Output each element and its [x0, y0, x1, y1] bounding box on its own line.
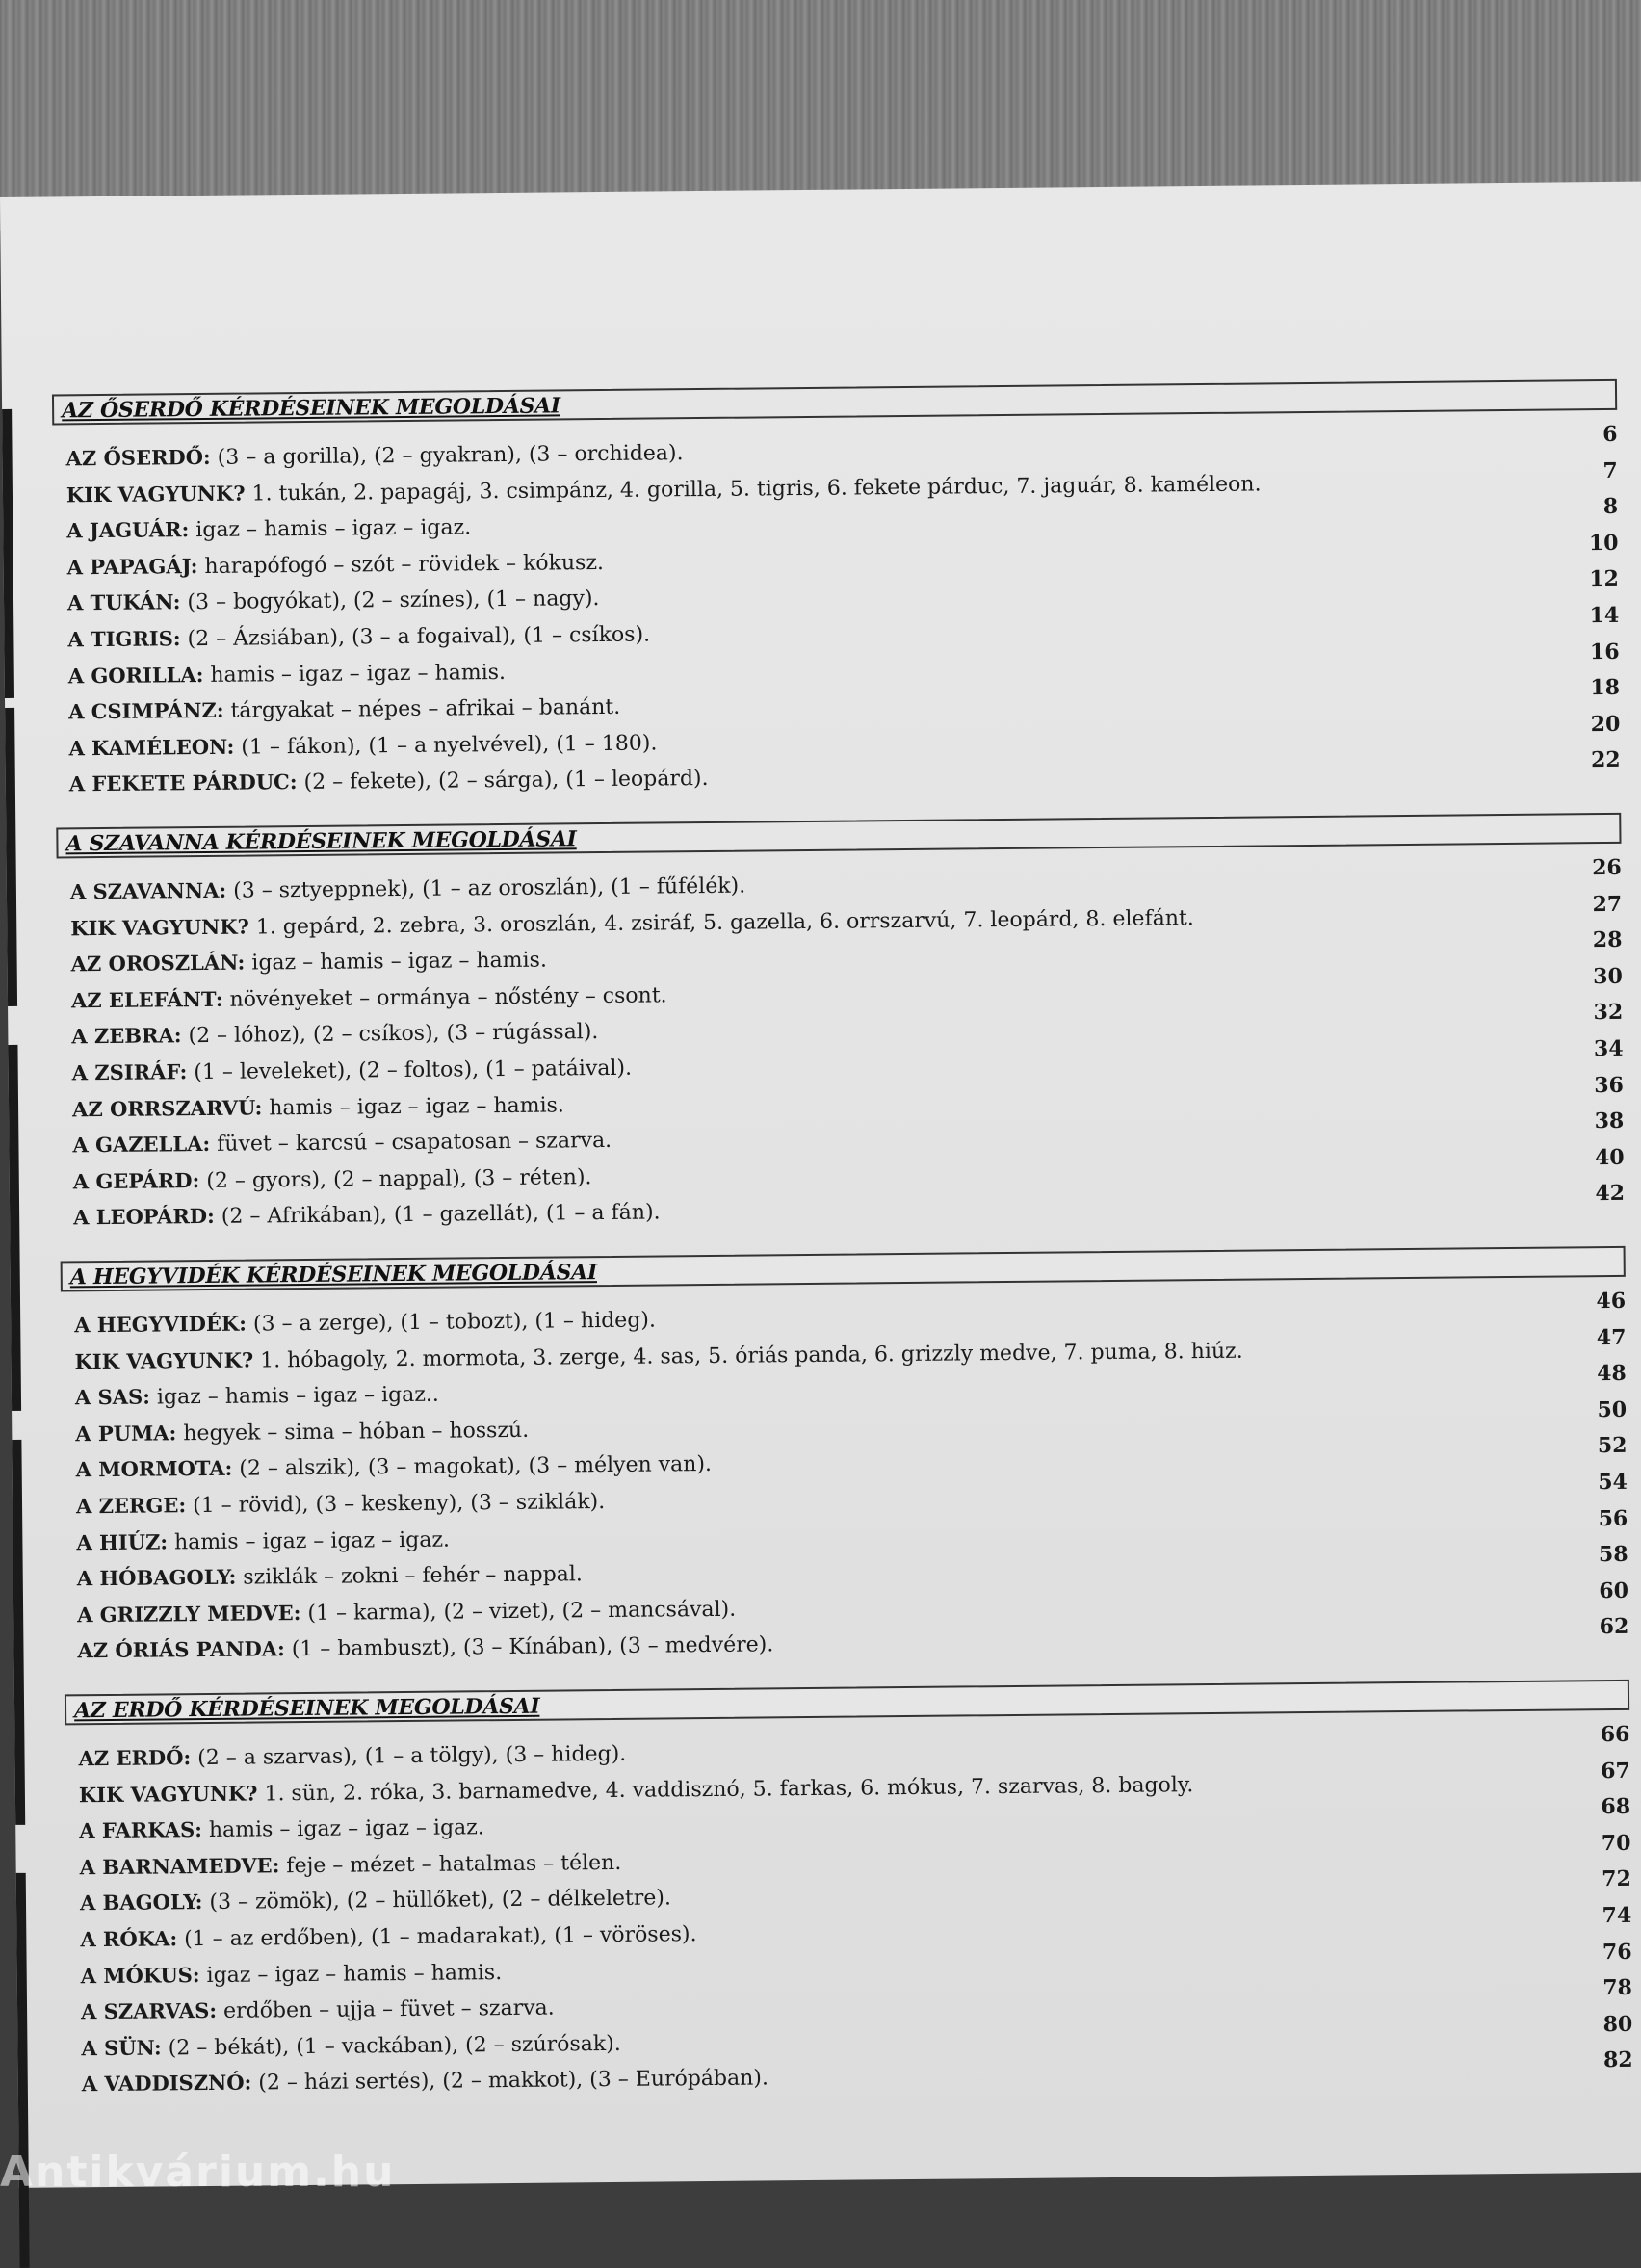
answer-text: (2 – házi sertés), (2 – makkot), (3 – Európában).: [251, 2066, 769, 2096]
answer-text: (2 – a szarvas), (1 – a tölgy), (3 – hideg).: [191, 1741, 627, 1771]
page-number: 46: [1596, 1288, 1627, 1315]
answer-text: (3 – bogyókat), (2 – színes), (1 – nagy).: [180, 587, 600, 615]
answer-label: A GORILLA:: [67, 662, 204, 688]
answer-text: (2 – gyors), (2 – nappal), (3 – réten).: [199, 1164, 592, 1193]
page-number: 40: [1594, 1144, 1625, 1170]
watermark: Antikvárium.hu: [0, 2148, 396, 2188]
answer-list: [52, 422, 1621, 799]
answer-text: feje – mézet – hatalmas – télen.: [279, 1850, 622, 1879]
answer-label: A MÓKUS:: [80, 1962, 200, 1988]
answer-label: A BARNAMEDVE:: [79, 1853, 280, 1880]
answer-label: A HEGYVIDÉK:: [74, 1311, 247, 1338]
answer-label: A BAGOLY:: [79, 1890, 203, 1916]
section-header: [61, 1246, 1626, 1292]
page-number: 6: [1602, 421, 1618, 448]
section-hegyvidek: [61, 1246, 1629, 1666]
answer-text: (2 – Afrikában), (1 – gazellát), (1 – a fán).: [214, 1200, 661, 1230]
section-header: [56, 813, 1621, 859]
answer-label: AZ ÓRIÁS PANDA:: [77, 1636, 285, 1663]
page-number: 8: [1602, 494, 1619, 520]
page-number: 68: [1601, 1794, 1631, 1820]
answer-label: A SAS:: [74, 1384, 151, 1410]
page-number: 78: [1602, 1974, 1633, 2001]
answer-label: A CSIMPÁNZ:: [68, 697, 224, 724]
page-number: 60: [1599, 1577, 1629, 1603]
answer-label: AZ ELEFÁNT:: [70, 986, 223, 1013]
answer-text: (3 – a gorilla), (2 – gyakran), (3 – orchidea).: [210, 441, 684, 470]
answer-list: [61, 1289, 1629, 1666]
page-number: 16: [1589, 639, 1620, 665]
answer-label: A HIÚZ:: [76, 1528, 169, 1554]
page-edge: [16, 1873, 30, 2268]
answer-text: (1 – karma), (2 – vizet), (2 – mancsával).: [300, 1597, 737, 1626]
answer-text: sziklák – zokni – fehér – nappal.: [236, 1562, 583, 1590]
page-number: 72: [1602, 1866, 1631, 1892]
answer-label: AZ ERDŐ:: [78, 1745, 192, 1771]
answer-label: A FARKAS:: [79, 1817, 203, 1843]
page-number: 80: [1602, 2011, 1633, 2037]
page-number: 74: [1602, 1902, 1632, 1929]
answer-label: KIK VAGYUNK?: [74, 1347, 254, 1373]
section-erdo: [65, 1680, 1633, 2099]
answer-text: (2 – Ázsiában), (3 – a fogaival), (1 – csíkos).: [180, 622, 651, 652]
page-number: 52: [1597, 1433, 1628, 1459]
answer-text: tárgyakat – népes – afrikai – banánt.: [223, 694, 621, 723]
section-title: A SZAVANNA KÉRDÉSEINEK MEGOLDÁSAI: [65, 826, 577, 857]
answer-text: igaz – igaz – hamis – hamis.: [199, 1960, 503, 1988]
answer-text: (1 – az erdőben), (1 – madarakat), (1 – vöröses).: [177, 1922, 697, 1952]
answer-text: (2 – alszik), (3 – magokat), (3 – mélyen van).: [232, 1452, 713, 1482]
answer-label: A TUKÁN:: [66, 589, 181, 615]
page-number: 30: [1593, 963, 1623, 989]
answer-label: A MORMOTA:: [75, 1456, 233, 1482]
page-number: 58: [1598, 1541, 1628, 1568]
answer-label: A JAGUÁR:: [66, 517, 190, 543]
answer-text: 1. tukán, 2. papagáj, 3. csimpánz, 4. gorilla, 5. tigris, 6. fekete párduc, 7. jaguár, 8. kaméleon.: [245, 472, 1262, 507]
page-number: 22: [1590, 747, 1621, 773]
answer-label: A TIGRIS:: [67, 626, 181, 652]
page-number: 66: [1600, 1721, 1630, 1748]
page-number: 54: [1598, 1469, 1628, 1496]
page-number: 34: [1593, 1035, 1624, 1062]
answer-text: hamis – igaz – igaz – igaz.: [201, 1815, 484, 1843]
answer-text: igaz – hamis – igaz – igaz.: [189, 515, 472, 543]
page-number: 32: [1593, 1000, 1624, 1026]
answer-text: 1. hóbagoly, 2. mormota, 3. zerge, 4. sas, 5. óriás panda, 6. grizzly medve, 7. puma, 8. hiúz.: [253, 1339, 1243, 1373]
page-number: 36: [1594, 1072, 1625, 1098]
answer-label: A GRIZZLY MEDVE:: [77, 1600, 301, 1628]
answer-label: A KAMÉLEON:: [68, 734, 235, 761]
answer-text: 1. sün, 2. róka, 3. barnamedve, 4. vaddisznó, 5. farkas, 6. mókus, 7. szarvas, 8. bagoly.: [257, 1772, 1194, 1807]
page-number: 48: [1597, 1361, 1627, 1387]
answer-label: AZ OROSZLÁN:: [70, 950, 246, 977]
page-number: 12: [1589, 566, 1620, 592]
page-number: 26: [1592, 854, 1622, 881]
page-number: 18: [1590, 675, 1621, 701]
page-number: 47: [1596, 1324, 1627, 1350]
answer-text: (1 – fákon), (1 – a nyelvével), (1 – 180).: [234, 731, 658, 760]
page-number: 82: [1602, 2047, 1633, 2073]
page-number: 76: [1602, 1939, 1632, 1965]
answer-text: (3 – a zerge), (1 – tobozt), (1 – hideg).: [246, 1308, 657, 1337]
answer-label: A ZERGE:: [75, 1493, 187, 1519]
page-number: 56: [1598, 1505, 1628, 1531]
answer-text: (1 – rövid), (3 – keskeny), (3 – sziklák).: [186, 1490, 606, 1519]
answer-label: A VADDISZNÓ:: [81, 2070, 252, 2097]
answer-label: A RÓKA:: [80, 1926, 178, 1952]
answer-label: A FEKETE PÁRDUC:: [68, 769, 298, 796]
answer-label: A ZSIRÁF:: [71, 1059, 188, 1085]
page-edge: [12, 1440, 25, 1825]
answer-text: hamis – igaz – igaz – hamis.: [203, 660, 507, 688]
answer-label: A ZEBRA:: [71, 1023, 182, 1049]
answer-text: (2 – békát), (1 – vackában), (2 – szúrósak).: [161, 2031, 621, 2061]
answer-text: harapófogó – szót – rövidek – kókusz.: [197, 550, 605, 579]
section-header: [65, 1680, 1629, 1726]
page-number: 67: [1601, 1758, 1630, 1784]
answer-label: A GEPÁRD:: [72, 1167, 200, 1194]
page-edge: [5, 708, 17, 1006]
answer-label: A SZAVANNA:: [69, 877, 227, 904]
answer-text: (3 – sztyeppnek), (1 – az oroszlán), (1 – fűfélék).: [226, 873, 746, 903]
answer-text: (2 – lóhoz), (2 – csíkos), (3 – rúgással).: [181, 1020, 599, 1049]
page-number: 70: [1601, 1830, 1631, 1856]
page-number: 28: [1592, 927, 1623, 953]
answer-text: (3 – zömök), (2 – hüllőket), (2 – délkeletre).: [202, 1886, 672, 1916]
answer-label: A LEOPÁRD:: [73, 1204, 215, 1230]
answer-label: A HÓBAGOLY:: [76, 1564, 237, 1591]
page-edge: [8, 1045, 21, 1411]
page-edge: [2, 409, 14, 698]
answer-text: (1 – leveleket), (2 – foltos), (1 – patáival).: [187, 1056, 633, 1085]
answer-text: hamis – igaz – igaz – hamis.: [262, 1092, 564, 1120]
book-page: [0, 182, 1641, 2188]
answer-list: [65, 1722, 1633, 2099]
page-number: 50: [1597, 1396, 1628, 1422]
answer-label: A PUMA:: [75, 1421, 177, 1447]
section-title: A HEGYVIDÉK KÉRDÉSEINEK MEGOLDÁSAI: [69, 1260, 598, 1290]
page-number: 62: [1599, 1614, 1629, 1640]
answer-label: KIK VAGYUNK?: [65, 481, 246, 507]
page-number: 38: [1594, 1108, 1625, 1134]
section-header: [52, 379, 1617, 426]
section-szavanna: [56, 813, 1625, 1233]
answer-text: hegyek – sima – hóban – hosszú.: [176, 1418, 530, 1447]
section-oserdo: [52, 379, 1621, 799]
answer-label: AZ ŐSERDŐ:: [65, 444, 211, 471]
answer-text: igaz – hamis – igaz – igaz..: [149, 1382, 439, 1410]
page-number: 10: [1588, 530, 1619, 556]
answer-label: KIK VAGYUNK?: [78, 1781, 258, 1807]
answer-label: AZ ORRSZARVÚ:: [71, 1094, 263, 1121]
page-number: 14: [1589, 602, 1620, 629]
answer-text: (2 – fekete), (2 – sárga), (1 – leopárd).: [297, 767, 709, 795]
answer-text: erdőben – ujja – füvet – szarva.: [216, 1995, 555, 2024]
answer-text: füvet – karcsú – csapatosan – szarva.: [210, 1129, 612, 1158]
answer-list: [57, 855, 1626, 1233]
section-title: AZ ŐSERDŐ KÉRDÉSEINEK MEGOLDÁSAI: [62, 393, 560, 424]
answer-label: A PAPAGÁJ:: [66, 553, 198, 580]
answer-text: igaz – hamis – igaz – hamis.: [245, 948, 548, 976]
page-number: 20: [1590, 711, 1621, 737]
answer-text: 1. gepárd, 2. zebra, 3. oroszlán, 4. zsiráf, 5. gazella, 6. orrszarvú, 7. leopárd, 8. elefánt.: [248, 905, 1194, 940]
page-number: 42: [1595, 1181, 1626, 1207]
section-title: AZ ERDŐ KÉRDÉSEINEK MEGOLDÁSAI: [73, 1693, 540, 1724]
answer-text: növényeket – ormánya – nőstény – csont.: [222, 983, 667, 1012]
page-number: 27: [1592, 891, 1623, 917]
answer-label: A GAZELLA:: [72, 1132, 211, 1158]
answer-text: hamis – igaz – igaz – igaz.: [167, 1527, 451, 1554]
answer-label: A SZARVAS:: [80, 1998, 218, 2024]
answer-text: (1 – bambuszt), (3 – Kínában), (3 – medvére).: [284, 1632, 774, 1662]
page-number: 7: [1602, 457, 1618, 483]
answer-label: KIK VAGYUNK?: [70, 914, 249, 940]
answer-label: A SÜN:: [81, 2035, 162, 2061]
